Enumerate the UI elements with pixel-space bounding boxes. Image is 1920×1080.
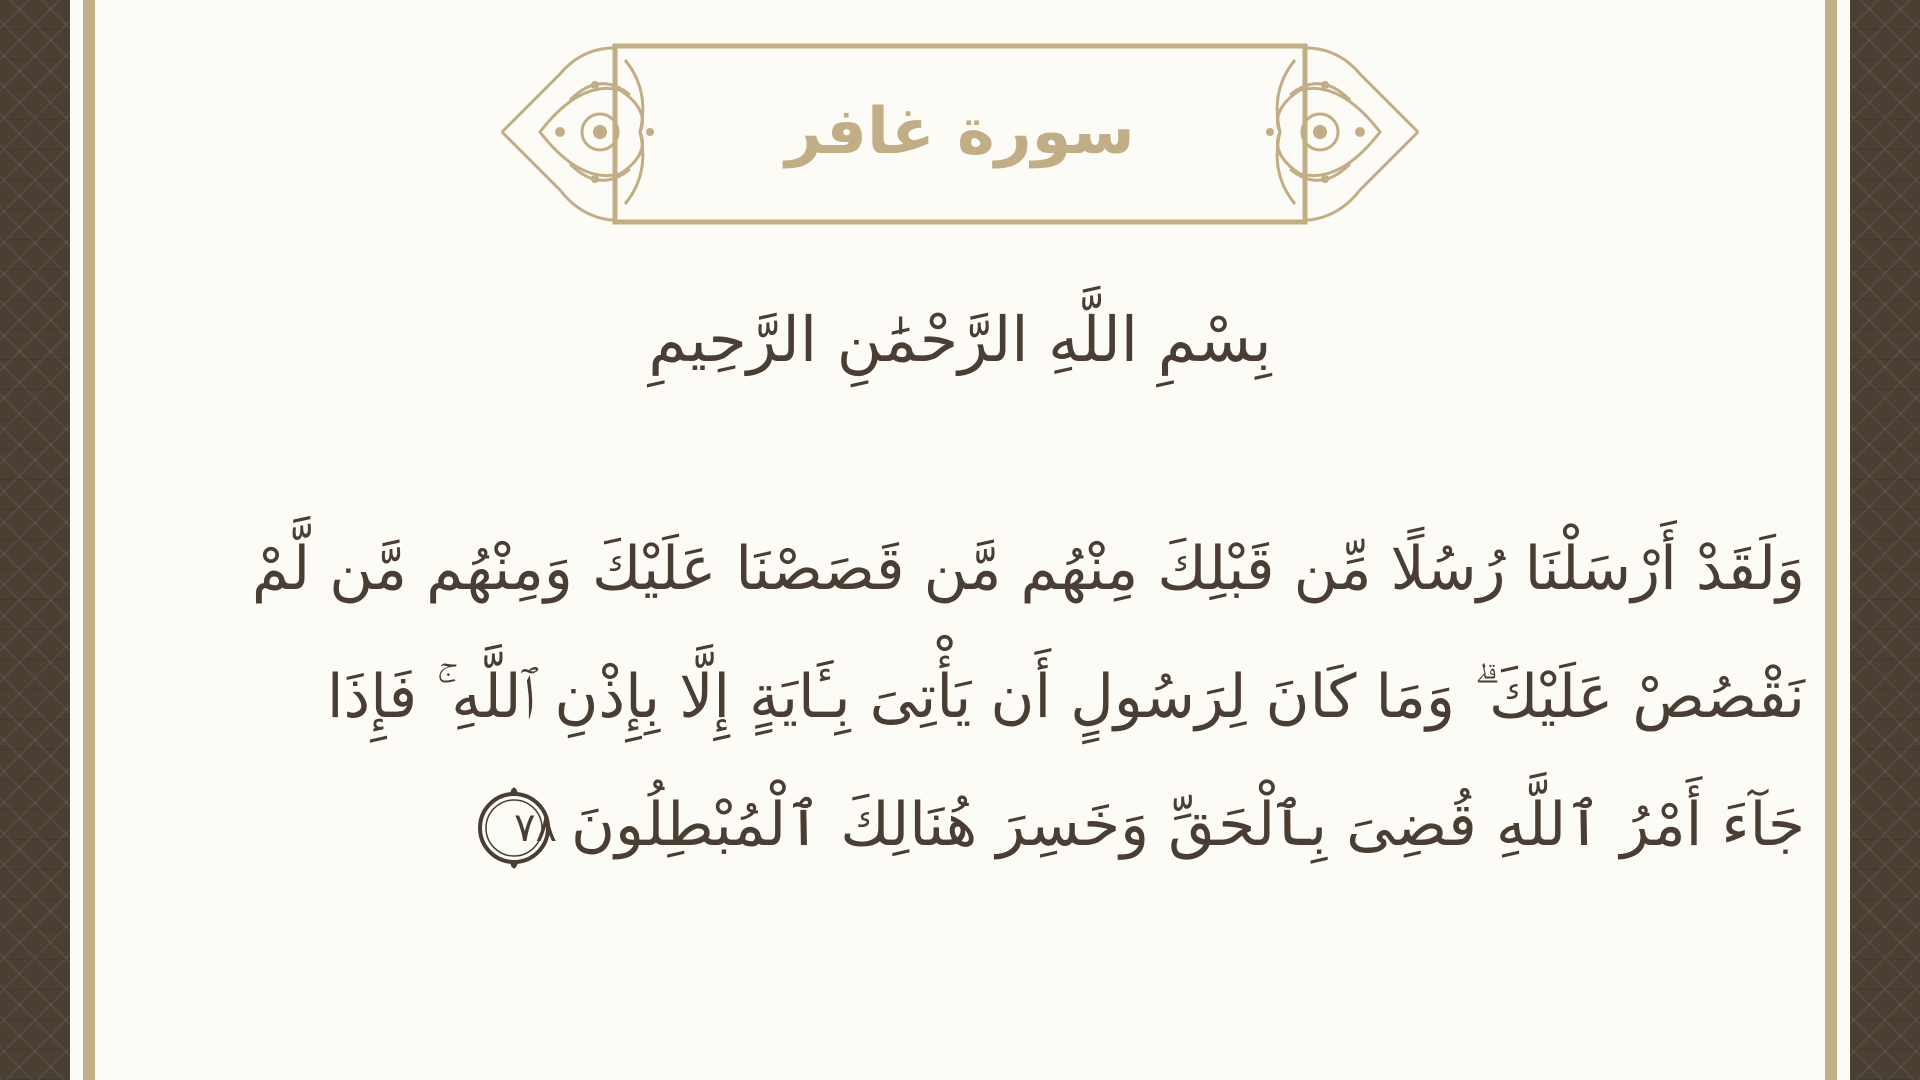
right-pattern-border [1850, 0, 1920, 1080]
basmala: بِسْمِ اللَّهِ الرَّحْمَٰنِ الرَّحِيمِ [648, 303, 1272, 376]
left-gold-rule [83, 0, 95, 1080]
verse-line-3 [200, 761, 1805, 889]
surah-title: سورة غافر [785, 95, 1135, 169]
ayah-number: ٧٨ [513, 805, 557, 852]
surah-header-frame [500, 40, 1420, 230]
ayah-marker [471, 785, 557, 871]
verse-line-3-text: جَآءَ أَمْرُ ٱللَّهِ قُضِىَ بِٱلْحَقِّ وَخَسِرَ هُنَالِكَ ٱلْمُبْطِلُونَ [570, 790, 1805, 860]
verse-line-1: وَلَقَدْ أَرْسَلْنَا رُسُلًا مِّن قَبْلِكَ مِنْهُم مَّن قَصَصْنَا عَلَيْكَ وَمِنْهُم مَّن لَّمْ [251, 534, 1805, 604]
verse-text [200, 505, 1805, 889]
verse-line-2: نَقْصُصْ عَلَيْكَ ۗ وَمَا كَانَ لِرَسُولٍ أَن يَأْتِىَ بِـَٔايَةٍ إِلَّا بِإِذْنِ ٱللَّهِ ۚ فَإِذَا [326, 662, 1805, 732]
left-pattern-border [0, 0, 70, 1080]
right-gold-rule [1825, 0, 1837, 1080]
